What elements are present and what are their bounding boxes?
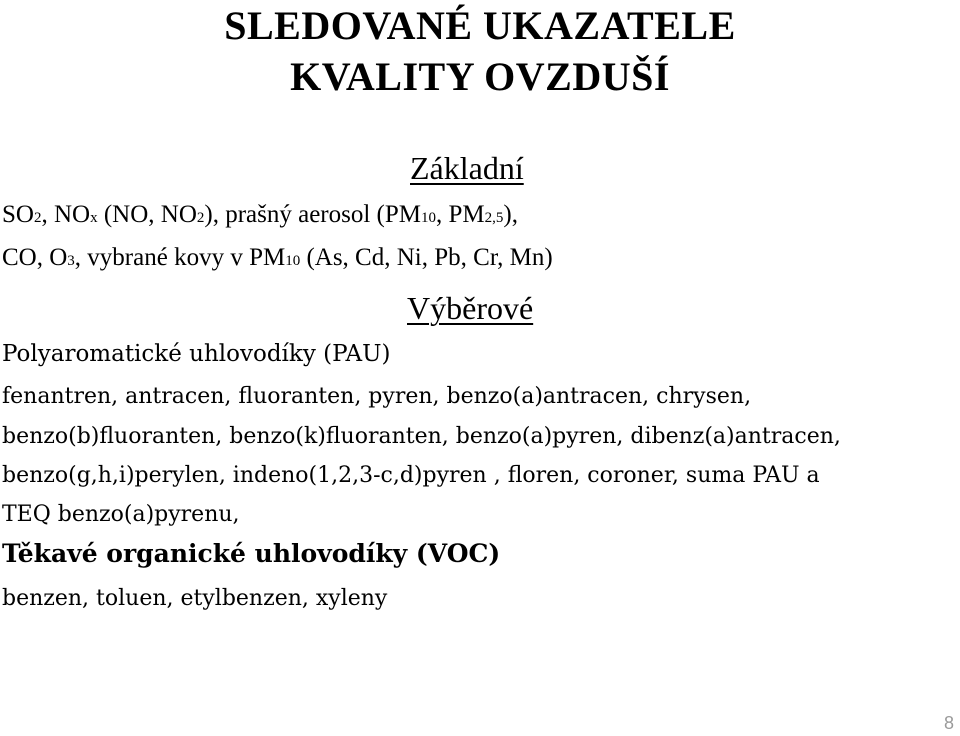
page-title-line-1: SLEDOVANÉ UKAZATELE bbox=[224, 3, 736, 48]
pau-line-2: benzo(b)fluoranten, benzo(k)fluoranten, benzo(a)pyren, dibenz(a)antracen, bbox=[2, 424, 841, 449]
section-heading-zakladni: Základní bbox=[410, 150, 524, 186]
zakladni-line-2: CO, O3, vybrané kovy v PM10 (As, Cd, Ni, Pb, Cr, Mn) bbox=[2, 244, 553, 271]
zakladni-line-1: SO2, NOx (NO, NO2), prašný aerosol (PM10, PM2,5), bbox=[2, 201, 518, 228]
page-title-line-2: KVALITY OVZDUŠÍ bbox=[290, 54, 670, 99]
section-heading-vyberove: Výběrové bbox=[407, 290, 534, 326]
pau-line-4: TEQ benzo(a)pyrenu, bbox=[2, 502, 240, 527]
voc-line: benzen, toluen, etylbenzen, xyleny bbox=[2, 586, 388, 611]
pau-line-1: fenantren, antracen, fluoranten, pyren, benzo(a)antracen, chrysen, bbox=[2, 384, 752, 409]
pau-line-3: benzo(g,h,i)perylen, indeno(1,2,3-c,d)pyren , floren, coroner, suma PAU a bbox=[2, 463, 820, 488]
voc-heading: Těkavé organické uhlovodíky (VOC) bbox=[2, 539, 501, 568]
pau-heading: Polyaromatické uhlovodíky (PAU) bbox=[2, 341, 391, 367]
page-number: 8 bbox=[943, 713, 954, 733]
